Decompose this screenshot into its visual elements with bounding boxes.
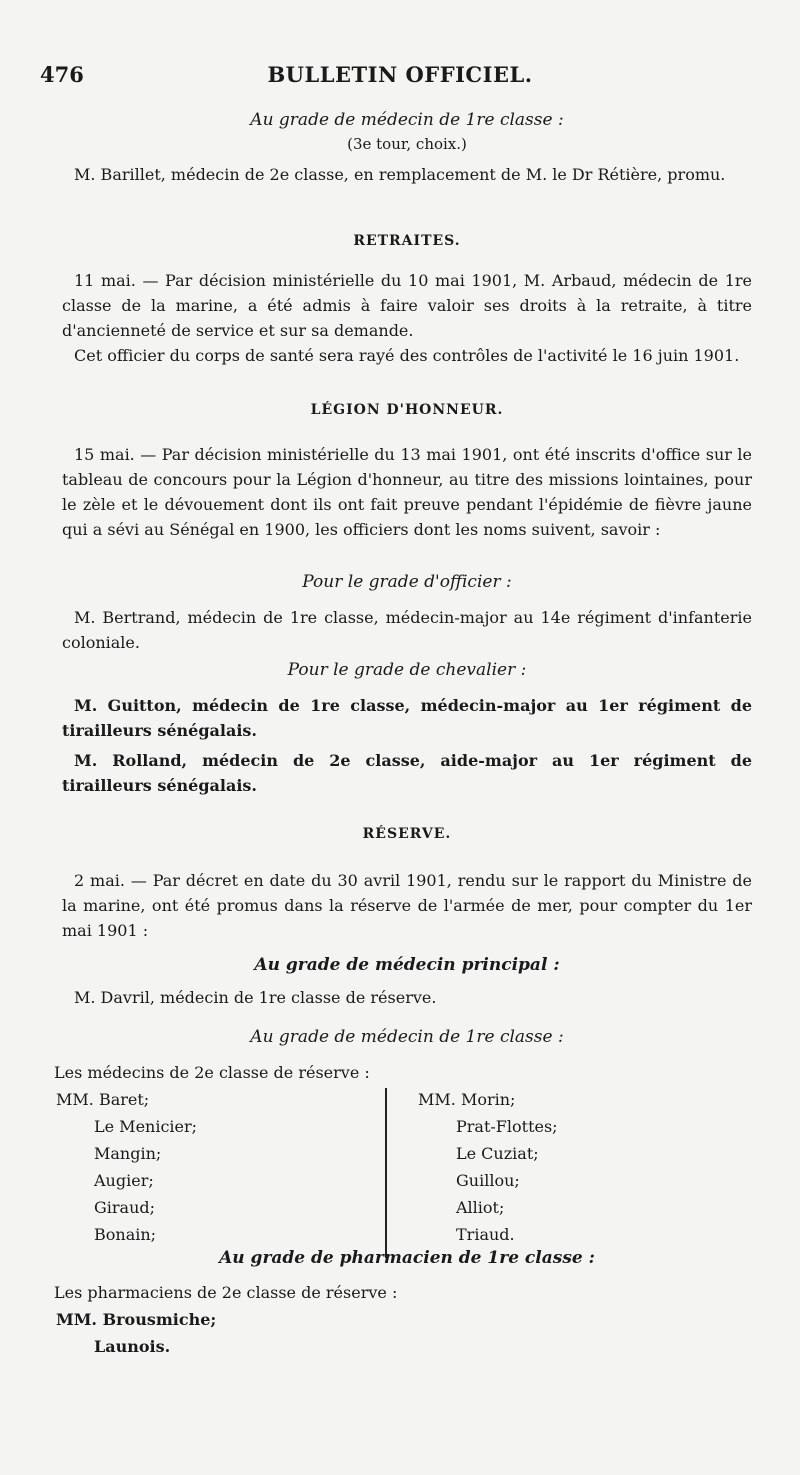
heading-medecin-principal: Au grade de médecin principal : [254,955,560,975]
heading-reserve-medecin-1: Au grade de médecin de 1re classe : [250,1027,564,1047]
list-item: Bonain; [94,1225,157,1244]
names-column-left [56,1086,376,1248]
list-item: Le Cuziat; [456,1144,539,1163]
pharmaciens-list [56,1306,376,1360]
list-item: Le Menicier; [94,1117,198,1136]
intro-pharmaciens-reserve: Les pharmaciens de 2e classe de réserve : [54,1283,398,1302]
list-item: MM. Baret; [56,1090,150,1109]
heading-chevalier: Pour le grade de chevalier : [287,660,527,680]
list-item: Alliot; [456,1198,505,1217]
subheading-tour: (3e tour, choix.) [347,135,467,153]
list-item: Giraud; [94,1198,156,1217]
names-column-right [418,1086,758,1248]
paragraph-rolland: M. Rolland, médecin de 2e classe, aide-major au 1er régiment de tirailleurs sénégalais. [62,751,752,795]
section-reserve: RÉSERVE. [362,826,452,842]
heading-grade-medecin-1: Au grade de médecin de 1re classe : [250,110,564,130]
page-number: 476 [40,62,84,87]
paragraph-guitton: M. Guitton, médecin de 1re classe, médecin-major au 1er régiment de tirailleurs sénégalais. [62,696,752,740]
section-retraites: RETRAITES. [353,233,461,249]
heading-officier: Pour le grade d'officier : [302,572,512,592]
list-item: Triaud. [456,1225,515,1244]
heading-pharmacien-1: Au grade de pharmacien de 1re classe : [219,1248,595,1268]
list-item: MM. Morin; [418,1090,516,1109]
paragraph-legion: 15 mai. — Par décision ministérielle du 13 mai 1901, ont été inscrits d'office sur le tableau de concours pour la Légion d'honneur, au titre des missions lointaines, pour le zèle et le dévouement dont ils ont fait preuve pendant l'épidémie de fièvre jaune qui a sévi au Sénégal en 1900, les officiers dont les noms suivent, savoir : [62,445,752,539]
paragraph-bertrand: M. Bertrand, médecin de 1re classe, médecin-major au 14e régiment d'infanterie coloniale. [62,608,752,652]
paragraph-barillet: M. Barillet, médecin de 2e classe, en remplacement de M. le Dr Rétière, promu. [74,165,726,184]
paragraph-retraites [62,268,752,368]
paragraph-reserve: 2 mai. — Par décret en date du 30 avril 1901, rendu sur le rapport du Ministre de la marine, ont été promus dans la réserve de l'armée de mer, pour compter du 1er mai 1901 : [62,871,752,940]
list-item: Mangin; [94,1144,162,1163]
column-divider [385,1088,387,1258]
retraites-p2: Cet officier du corps de santé sera rayé des contrôles de l'activité le 16 juin 1901. [74,346,740,365]
list-item: Guillou; [456,1171,520,1190]
page-header [40,62,760,92]
list-item: Prat-Flottes; [456,1117,558,1136]
intro-medecins-reserve: Les médecins de 2e classe de réserve : [54,1063,370,1082]
list-item: Launois. [94,1337,171,1356]
retraites-p1: 11 mai. — Par décision ministérielle du 10 mai 1901, M. Arbaud, médecin de 1re classe de la marine, a été admis à faire valoir ses droits à la retraite, à titre d'ancienneté de service et sur sa demande. [62,271,752,340]
list-item: Augier; [94,1171,154,1190]
list-item: MM. Brousmiche; [56,1310,217,1329]
section-legion-honneur: LÉGION D'HONNEUR. [310,402,504,418]
running-title: BULLETIN OFFICIEL. [267,62,533,87]
paragraph-davril: M. Davril, médecin de 1re classe de réserve. [74,988,437,1007]
